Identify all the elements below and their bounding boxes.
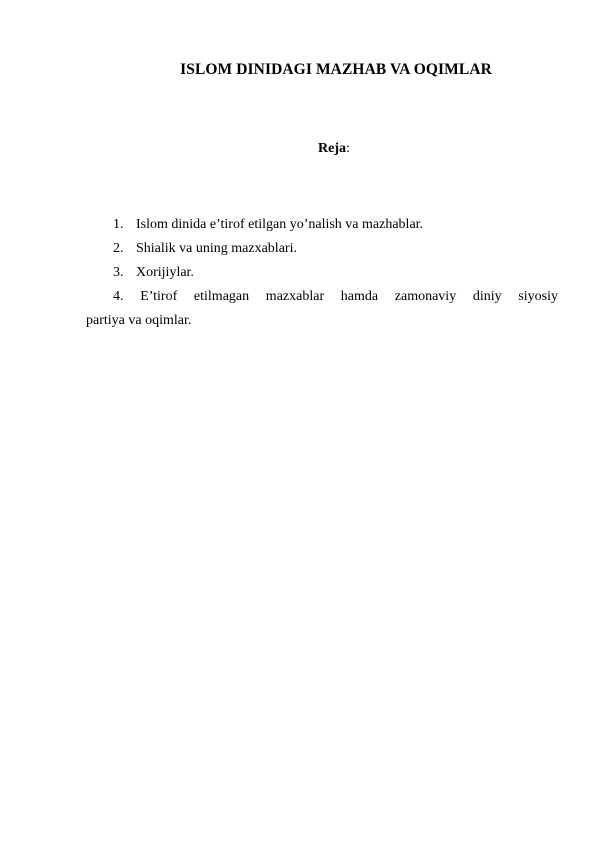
plan-item-number: 2.	[113, 241, 124, 256]
plan-list	[86, 213, 558, 333]
plan-item-text: Islom dinida e’tirof etilgan yo’nalish va mazhablar.	[136, 217, 424, 232]
plan-item-text-line-2: partiya va oqimlar.	[86, 313, 192, 328]
plan-item-number: 1.	[113, 217, 124, 232]
plan-item-text: Xorijiylar.	[136, 265, 194, 280]
plan-item-text: Shialik va uning mazxablari.	[136, 241, 297, 256]
plan-item-4-line-1	[86, 285, 558, 309]
plan-item-number: 3.	[113, 265, 124, 280]
plan-item-number: 4.	[113, 289, 124, 304]
plan-item-3	[86, 261, 558, 285]
plan-colon: :	[346, 141, 350, 156]
plan-heading	[0, 141, 596, 157]
plan-item-2	[86, 237, 558, 261]
plan-label: Reja	[318, 141, 347, 156]
document-title-text: ISLOM DINIDAGI MAZHAB VA OQIMLAR	[180, 61, 492, 78]
document-title	[0, 61, 596, 79]
plan-item-1	[86, 213, 558, 237]
plan-item-4	[86, 285, 558, 333]
plan-item-text-line-1: E’tirof etilmagan mazxablar hamda zamonaviy diniy siyosiy	[140, 289, 559, 304]
